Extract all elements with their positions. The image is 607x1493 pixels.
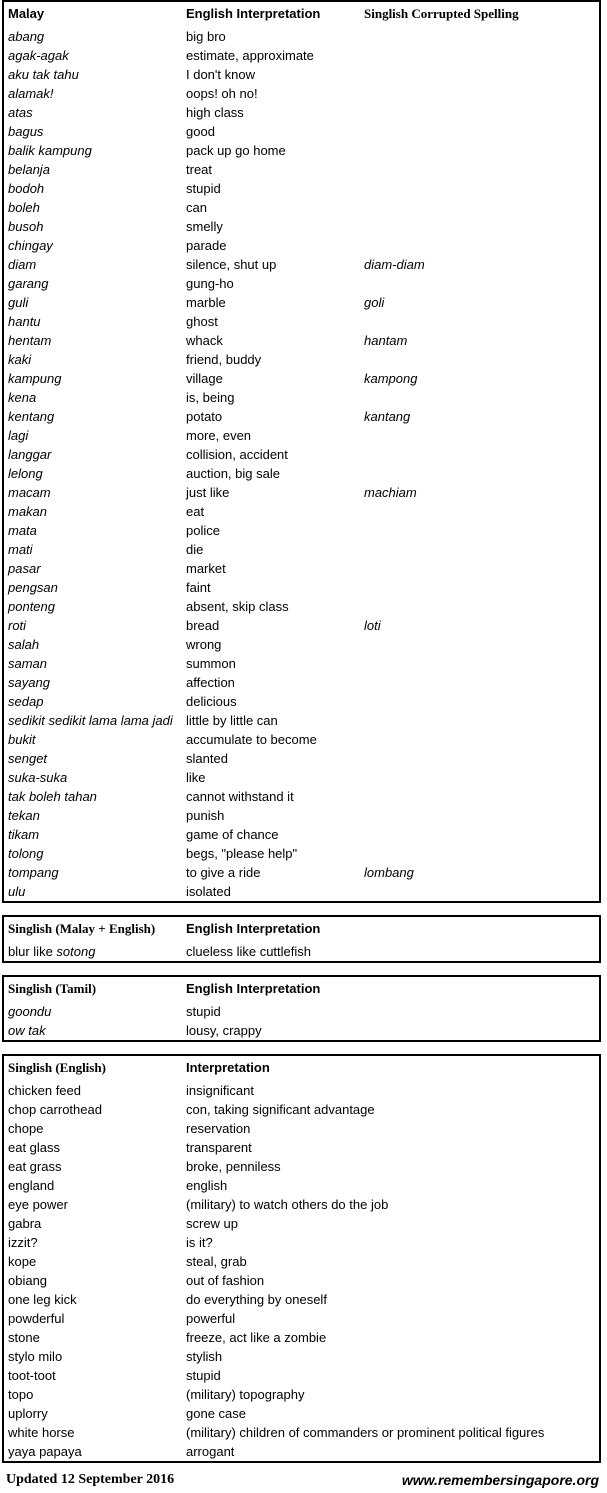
cell-meaning: estimate, approximate [186, 48, 314, 63]
table-row [4, 198, 599, 217]
cell-meaning: bread [186, 618, 220, 633]
cell-term: toot-toot [8, 1368, 56, 1383]
cell-meaning: whack [186, 333, 223, 348]
table-row [4, 863, 599, 882]
cell-term: mata [8, 523, 37, 538]
cell-corrupted-spelling [364, 768, 599, 787]
cell-term: langgar [8, 447, 52, 462]
cell-corrupted-spelling: loti [364, 618, 381, 633]
cell-corrupted-spelling [364, 806, 599, 825]
cell-meaning: is, being [186, 390, 235, 405]
cell-term: macam [8, 485, 51, 500]
cell-term: chop carrothead [8, 1102, 102, 1117]
cell-term: yaya papaya [8, 1444, 82, 1459]
cell-meaning: stupid [186, 181, 221, 196]
cell-term: eye power [8, 1197, 68, 1212]
table-row [4, 388, 599, 407]
cell-term: england [8, 1178, 55, 1193]
cell-term: hentam [8, 333, 52, 348]
cell-meaning: stupid [186, 1368, 221, 1383]
cell-meaning: transparent [186, 1140, 252, 1155]
cell-meaning: cannot withstand it [186, 789, 294, 804]
table-row [4, 1233, 599, 1252]
term-italic-part: sotong [56, 944, 96, 959]
cell-corrupted-spelling [364, 27, 599, 46]
column-header-interpretation: Interpretation [186, 1060, 270, 1075]
column-header-english-interpretation: English Interpretation [186, 921, 321, 936]
table-row [4, 331, 599, 350]
cell-term: uplorry [8, 1406, 48, 1421]
cell-corrupted-spelling [364, 350, 599, 369]
section-gap [0, 903, 607, 915]
table-row [4, 654, 599, 673]
table-row [4, 673, 599, 692]
cell-meaning: powerful [186, 1311, 236, 1326]
column-header-singlish-english: Singlish (English) [8, 1060, 106, 1075]
website-url: www.remembersingapore.org [401, 1472, 599, 1488]
table-row [4, 635, 599, 654]
cell-corrupted-spelling: kampong [364, 371, 418, 386]
table-row [4, 1081, 599, 1100]
cell-meaning: (military) topography [186, 1387, 305, 1402]
cell-corrupted-spelling: goli [364, 295, 385, 310]
cell-corrupted-spelling [364, 578, 599, 597]
table-row [4, 255, 599, 274]
malay-table-block [2, 0, 601, 903]
cell-meaning: market [186, 561, 226, 576]
table-row [4, 711, 599, 730]
cell-corrupted-spelling: kantang [364, 409, 411, 424]
cell-term: lagi [8, 428, 29, 443]
cell-meaning: smelly [186, 219, 223, 234]
cell-term: kentang [8, 409, 55, 424]
cell-meaning: affection [186, 675, 235, 690]
cell-term: obiang [8, 1273, 48, 1288]
cell-corrupted-spelling [364, 711, 599, 730]
section-gap [0, 963, 607, 975]
cell-corrupted-spelling [364, 312, 599, 331]
cell-term: ponteng [8, 599, 55, 614]
table-row [4, 1271, 599, 1290]
cell-meaning: little by little can [186, 713, 278, 728]
table-header-row [4, 2, 599, 27]
cell-meaning: steal, grab [186, 1254, 247, 1269]
cell-corrupted-spelling [364, 141, 599, 160]
cell-meaning: friend, buddy [186, 352, 262, 367]
cell-term: white horse [8, 1425, 75, 1440]
table-row [4, 1138, 599, 1157]
cell-meaning: big bro [186, 29, 226, 44]
table-row [4, 1157, 599, 1176]
cell-meaning: faint [186, 580, 211, 595]
cell-meaning: punish [186, 808, 225, 823]
cell-term: pasar [8, 561, 41, 576]
table-row [4, 483, 599, 502]
singlish-english-table-block [2, 1054, 601, 1463]
cell-corrupted-spelling [364, 673, 599, 692]
cell-meaning: con, taking significant advantage [186, 1102, 375, 1117]
malay-table [4, 2, 599, 901]
cell-corrupted-spelling [364, 844, 599, 863]
cell-corrupted-spelling [364, 749, 599, 768]
cell-meaning: to give a ride [186, 865, 261, 880]
cell-meaning: I don't know [186, 67, 255, 82]
cell-term: sedikit sedikit lama lama jadi [8, 713, 173, 728]
singlish-english-table-body [4, 1081, 599, 1461]
cell-corrupted-spelling [364, 540, 599, 559]
singlish-malay-english-table-body [4, 942, 599, 961]
column-header-english-interpretation: English Interpretation [186, 981, 321, 996]
cell-corrupted-spelling [364, 103, 599, 122]
cell-corrupted-spelling [364, 217, 599, 236]
cell-term: belanja [8, 162, 50, 177]
cell-meaning: begs, "please help" [186, 846, 298, 861]
table-row [4, 578, 599, 597]
cell-term: abang [8, 29, 45, 44]
table-row [4, 1347, 599, 1366]
cell-corrupted-spelling [364, 730, 599, 749]
cell-term: tompang [8, 865, 59, 880]
cell-meaning: village [186, 371, 223, 386]
cell-meaning: arrogant [186, 1444, 235, 1459]
cell-meaning: high class [186, 105, 244, 120]
cell-meaning: oops! oh no! [186, 86, 258, 101]
cell-corrupted-spelling: hantam [364, 333, 408, 348]
table-row [4, 122, 599, 141]
cell-corrupted-spelling [364, 597, 599, 616]
table-row [4, 730, 599, 749]
cell-meaning: lousy, crappy [186, 1023, 262, 1038]
cell-meaning: police [186, 523, 220, 538]
cell-corrupted-spelling [364, 654, 599, 673]
cell-meaning: potato [186, 409, 223, 424]
table-row [4, 1252, 599, 1271]
table-row [4, 407, 599, 426]
section-gap [0, 1042, 607, 1054]
table-row [4, 1404, 599, 1423]
cell-corrupted-spelling [364, 179, 599, 198]
cell-term: guli [8, 295, 29, 310]
cell-term: topo [8, 1387, 34, 1402]
cell-term: bodoh [8, 181, 45, 196]
cell-corrupted-spelling [364, 388, 599, 407]
cell-corrupted-spelling: machiam [364, 485, 417, 500]
cell-corrupted-spelling: diam-diam [364, 257, 425, 272]
cell-term: kope [8, 1254, 37, 1269]
cell-term: saman [8, 656, 48, 671]
page-footer [2, 1463, 601, 1493]
cell-term: aku tak tahu [8, 67, 79, 82]
cell-term: stylo milo [8, 1349, 63, 1364]
table-row [4, 1366, 599, 1385]
cell-corrupted-spelling [364, 274, 599, 293]
cell-term: gabra [8, 1216, 42, 1231]
cell-meaning: gone case [186, 1406, 246, 1421]
cell-meaning: ghost [186, 314, 218, 329]
table-row [4, 1385, 599, 1404]
cell-meaning: accumulate to become [186, 732, 317, 747]
cell-term: kena [8, 390, 37, 405]
cell-corrupted-spelling [364, 692, 599, 711]
table-row [4, 274, 599, 293]
column-header-singlish-tamil: Singlish (Tamil) [8, 981, 97, 996]
table-row [4, 46, 599, 65]
cell-meaning: game of chance [186, 827, 279, 842]
table-row [4, 806, 599, 825]
cell-corrupted-spelling [364, 84, 599, 103]
cell-term: salah [8, 637, 40, 652]
table-row [4, 597, 599, 616]
cell-meaning: collision, accident [186, 447, 288, 462]
table-row [4, 1002, 599, 1021]
cell-term: makan [8, 504, 48, 519]
cell-meaning: treat [186, 162, 213, 177]
singlish-tamil-table-block [2, 975, 601, 1042]
table-row [4, 1195, 599, 1214]
cell-meaning: eat [186, 504, 205, 519]
cell-meaning: summon [186, 656, 236, 671]
table-row [4, 1021, 599, 1040]
cell-corrupted-spelling [364, 236, 599, 255]
cell-meaning: stylish [186, 1349, 223, 1364]
cell-meaning: freeze, act like a zombie [186, 1330, 327, 1345]
cell-term: sedap [8, 694, 44, 709]
cell-term: agak-agak [8, 48, 69, 63]
cell-term: chope [8, 1121, 44, 1136]
table-row [4, 1423, 599, 1442]
cell-meaning: reservation [186, 1121, 251, 1136]
table-row [4, 217, 599, 236]
cell-meaning: silence, shut up [186, 257, 277, 272]
cell-term: chingay [8, 238, 53, 253]
table-row [4, 426, 599, 445]
cell-meaning: broke, penniless [186, 1159, 281, 1174]
cell-term: suka-suka [8, 770, 68, 785]
table-row [4, 521, 599, 540]
cell-term: senget [8, 751, 48, 766]
cell-corrupted-spelling [364, 502, 599, 521]
table-row [4, 540, 599, 559]
cell-meaning: isolated [186, 884, 231, 899]
cell-term: tolong [8, 846, 44, 861]
singlish-tamil-table-body [4, 1002, 599, 1040]
table-row [4, 749, 599, 768]
table-row [4, 1176, 599, 1195]
table-row [4, 942, 599, 961]
table-row [4, 692, 599, 711]
cell-term: one leg kick [8, 1292, 77, 1307]
column-header-singlish-malay-english: Singlish (Malay + English) [8, 921, 156, 936]
cell-meaning: slanted [186, 751, 228, 766]
cell-term: busoh [8, 219, 44, 234]
table-row [4, 445, 599, 464]
cell-corrupted-spelling [364, 559, 599, 578]
cell-term: eat grass [8, 1159, 62, 1174]
table-row [4, 768, 599, 787]
cell-meaning: (military) children of commanders or prominent political figures [186, 1425, 545, 1440]
cell-term: chicken feed [8, 1083, 81, 1098]
table-row [4, 1100, 599, 1119]
cell-term: ow tak [8, 1023, 46, 1038]
table-row [4, 65, 599, 84]
cell-corrupted-spelling [364, 65, 599, 84]
table-row [4, 160, 599, 179]
malay-table-body [4, 27, 599, 901]
singlish-malay-english-table [4, 917, 599, 961]
cell-term: hantu [8, 314, 41, 329]
cell-meaning: parade [186, 238, 227, 253]
table-row [4, 502, 599, 521]
cell-meaning: insignificant [186, 1083, 254, 1098]
cell-corrupted-spelling [364, 882, 599, 901]
cell-corrupted-spelling [364, 122, 599, 141]
cell-meaning: screw up [186, 1216, 239, 1231]
cell-term: garang [8, 276, 49, 291]
cell-meaning: absent, skip class [186, 599, 289, 614]
cell-term: kampung [8, 371, 62, 386]
cell-meaning: good [186, 124, 215, 139]
cell-meaning: marble [186, 295, 226, 310]
cell-term: pengsan [8, 580, 58, 595]
cell-corrupted-spelling [364, 521, 599, 540]
cell-term: mati [8, 542, 33, 557]
table-row [4, 559, 599, 578]
cell-meaning: out of fashion [186, 1273, 265, 1288]
cell-meaning: do everything by oneself [186, 1292, 327, 1307]
singlish-malay-english-table-block [2, 915, 601, 963]
table-row [4, 464, 599, 483]
cell-term: diam [8, 257, 37, 272]
singlish-tamil-table [4, 977, 599, 1040]
cell-meaning: is it? [186, 1235, 213, 1250]
cell-meaning: auction, big sale [186, 466, 280, 481]
table-row [4, 787, 599, 806]
table-row [4, 103, 599, 122]
term-plain-part: blur like [8, 944, 57, 959]
column-header-english-interpretation: English Interpretation [186, 6, 321, 21]
cell-corrupted-spelling: lombang [364, 865, 414, 880]
cell-corrupted-spelling [364, 464, 599, 483]
table-row [4, 179, 599, 198]
table-row [4, 27, 599, 46]
cell-term: tekan [8, 808, 40, 823]
cell-term: alamak! [8, 86, 54, 101]
table-row [4, 1214, 599, 1233]
cell-corrupted-spelling [364, 46, 599, 65]
cell-term: kaki [8, 352, 32, 367]
table-row [4, 825, 599, 844]
cell-term: boleh [8, 200, 40, 215]
cell-meaning: delicious [186, 694, 237, 709]
table-row [4, 1309, 599, 1328]
table-row [4, 141, 599, 160]
table-row [4, 84, 599, 103]
table-row [4, 844, 599, 863]
cell-term: powderful [8, 1311, 65, 1326]
table-row [4, 1290, 599, 1309]
table-header-row [4, 1056, 599, 1081]
table-row [4, 312, 599, 331]
cell-meaning: die [186, 542, 204, 557]
table-row [4, 1119, 599, 1138]
column-header-malay: Malay [8, 6, 45, 21]
table-row [4, 1328, 599, 1347]
updated-date: Updated 12 September 2016 [6, 1472, 175, 1487]
cell-meaning: more, even [186, 428, 252, 443]
cell-term: eat glass [8, 1140, 61, 1155]
cell-meaning: pack up go home [186, 143, 286, 158]
cell-term [4, 942, 186, 961]
cell-term: balik kampung [8, 143, 92, 158]
cell-term: tikam [8, 827, 40, 842]
cell-term: goondu [8, 1004, 52, 1019]
cell-term: atas [8, 105, 33, 120]
table-row [4, 350, 599, 369]
table-row [4, 1442, 599, 1461]
table-row [4, 369, 599, 388]
cell-term: lelong [8, 466, 43, 481]
cell-corrupted-spelling [364, 825, 599, 844]
cell-term: bagus [8, 124, 44, 139]
cell-term: bukit [8, 732, 36, 747]
table-row [4, 236, 599, 255]
cell-meaning: gung-ho [186, 276, 234, 291]
table-row [4, 882, 599, 901]
cell-corrupted-spelling [364, 198, 599, 217]
singlish-english-table [4, 1056, 599, 1461]
cell-corrupted-spelling [364, 426, 599, 445]
cell-term: izzit? [8, 1235, 38, 1250]
table-row [4, 293, 599, 312]
cell-meaning: wrong [186, 637, 222, 652]
table-row [4, 616, 599, 635]
cell-meaning: english [186, 1178, 228, 1193]
cell-corrupted-spelling [364, 635, 599, 654]
cell-meaning: like [186, 770, 206, 785]
table-header-row [4, 977, 599, 1002]
cell-term: tak boleh tahan [8, 789, 97, 804]
cell-meaning: clueless like cuttlefish [186, 944, 311, 959]
table-header-row [4, 917, 599, 942]
cell-meaning: stupid [186, 1004, 221, 1019]
cell-term: roti [8, 618, 27, 633]
cell-meaning: (military) to watch others do the job [186, 1197, 389, 1212]
cell-meaning: just like [186, 485, 230, 500]
cell-corrupted-spelling [364, 445, 599, 464]
cell-term: ulu [8, 884, 26, 899]
cell-meaning: can [186, 200, 207, 215]
cell-term: stone [8, 1330, 40, 1345]
cell-corrupted-spelling [364, 787, 599, 806]
cell-term: sayang [8, 675, 50, 690]
column-header-singlish-corrupted-spelling: Singlish Corrupted Spelling [364, 6, 519, 21]
cell-corrupted-spelling [364, 160, 599, 179]
